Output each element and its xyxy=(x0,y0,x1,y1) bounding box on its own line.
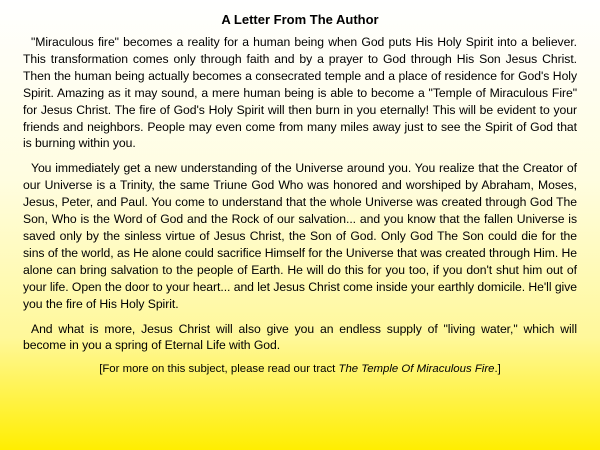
letter-title: A Letter From The Author xyxy=(221,12,379,27)
further-reading-note xyxy=(23,362,577,377)
tract-title: The Temple Of Miraculous Fire xyxy=(338,363,495,376)
note-prefix: [For more on this subject, please read our tract xyxy=(99,363,339,376)
note-suffix: .] xyxy=(494,363,501,376)
paragraph-living-water: And what is more, Jesus Christ will also give you an endless supply of "living water," which will become in you a spring of Eternal Life with God. xyxy=(23,321,577,353)
paragraph-new-understanding: You immediately get a new understanding of the Universe around you. You realize that the Creator of our Universe is a Trinity, the same Triune God Who was honored and worshiped by Abraham, Moses, Jesus, Peter, and Paul. You come to understand that the whole Universe was created through God The Son, Who is the Word of God and the Rock of our salvation... and you know that the fallen Universe is saved only by the sinless virtue of Jesus Christ, the Son of God. Only God The Son could die for the sins of the world, as He alone could sacrifice Himself for the Universe that was created through Him. He alone can bring salvation to the people of Earth. He will do this for you too, if you don't shut him out of your life. Open the door to your heart... and let Jesus Christ come inside your earthly domicile. He'll give you the fire of His Holy Spirit. xyxy=(23,161,577,311)
paragraph-miraculous-fire: "Miraculous fire" becomes a reality for a human being when God puts His Holy Spirit into a believer. This transformation comes only through faith and by a prayer to God through His Son Jesus Christ. Then the human being actually becomes a consecrated temple and a place of residence for God's Holy Spirit. Amazing as it may sound, a mere human being is able to become a "Temple of Miraculous Fire" for Jesus Christ. The fire of God's Holy Spirit will then burn in you eternally! This will be evident to your friends and neighbors. People may even come from many miles away just to see the Spirit of God that is burning within you. xyxy=(23,35,577,151)
